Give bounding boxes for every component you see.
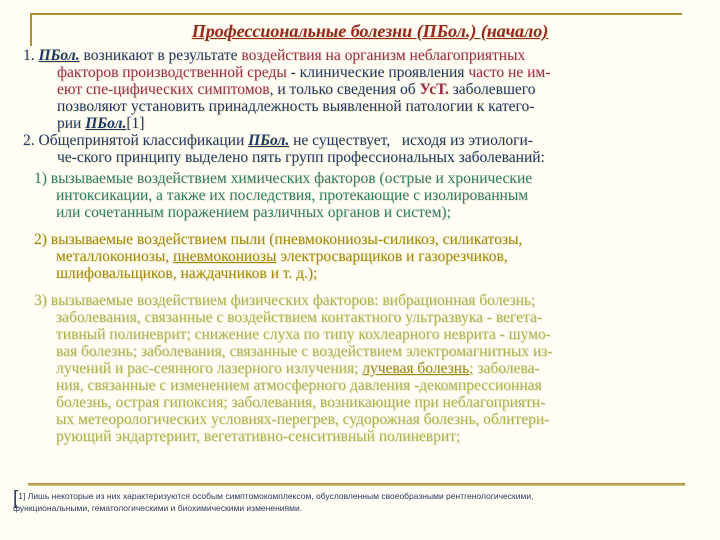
footnote-text	[13, 488, 712, 514]
text-line	[34, 170, 720, 187]
text-run: , и только сведения об	[269, 81, 420, 98]
text-line	[34, 360, 720, 377]
item-number: 3)	[34, 292, 51, 309]
list-item-3	[34, 292, 720, 445]
text-run: рии	[57, 115, 86, 132]
text-line	[23, 132, 720, 149]
text-run: 2. Общепринятой классификации	[23, 132, 249, 149]
slide-title: Профессиональные болезни (ПБол.) (начало)	[191, 21, 549, 41]
text-line	[34, 248, 720, 265]
text-line	[23, 98, 720, 115]
text-run: шлифовальщиков, наждачников и т. д.);	[56, 265, 318, 282]
text-line	[13, 503, 712, 514]
list-item-1	[34, 170, 720, 221]
text-line	[23, 81, 720, 98]
text-run: функциональными, гематологическими и биохимическими изменениями.	[13, 503, 303, 513]
text-run: - клинические проявления	[286, 64, 469, 81]
text-run: Лишь некоторые из них характеризуются особым симптомокомплексом, обусловленным своеобразными рентгенологическими,	[27, 491, 534, 501]
text-line	[23, 64, 720, 81]
para-1	[23, 47, 720, 132]
term-pbol: ПБол.	[248, 132, 290, 149]
text-run: 1.	[23, 47, 39, 64]
footnote-number: 1]	[18, 491, 28, 501]
text-line	[23, 149, 720, 166]
text-run: не существует, исходя из этиологи-	[289, 132, 533, 149]
footnote	[13, 488, 712, 514]
text-run: электросварщиков и газорезчиков,	[276, 248, 508, 265]
text-run: ых метеорологических условиях-перегрев, судорожная болезнь, облитери-	[56, 411, 550, 428]
text-line	[34, 394, 720, 411]
list-item-2	[34, 231, 720, 282]
frame-top-border	[30, 13, 682, 15]
text-line	[34, 343, 720, 360]
text-line	[34, 326, 720, 343]
text-run: вызываемые воздействием химических факторов (острые и хронические	[50, 170, 533, 187]
text-line	[23, 115, 720, 132]
term-pbol: ПБол.	[85, 115, 127, 132]
text-run: лучений и рас-сеянного лазерного излучения;	[56, 360, 363, 377]
text-line	[34, 411, 720, 428]
text-run: вая болезнь; заболевания, связанные с воздействием электромагнитных из-	[56, 343, 553, 360]
term-pbol: ПБол.	[38, 47, 80, 64]
text-run: воздействия на организм неблагоприятных	[241, 47, 526, 64]
text-line	[23, 47, 720, 64]
text-run: возникают в результате	[79, 47, 242, 64]
text-line	[34, 428, 720, 445]
text-run: че-ского принципу выделено пять групп профессиональных заболеваний:	[57, 149, 545, 166]
text-run: рующий эндартериит, вегетативно-сенситивный полиневрит;	[56, 428, 461, 445]
text-run: болезнь, острая гипоксия; заболевания, возникающие при неблагоприятн-	[56, 394, 546, 411]
text-line	[34, 309, 720, 326]
term-luchevaya-bolezn: лучевая болезнь	[362, 360, 470, 377]
text-run: часто не им-	[468, 64, 551, 81]
text-run: тивный полиневрит; снижение слуха по типу кохлеарного неврита - шумо-	[56, 326, 551, 343]
text-run: еют спе-цифических симптомов	[57, 81, 270, 98]
text-run: позволяют установить принадлежность выявленной патологии к катего-	[57, 98, 535, 115]
text-line	[34, 377, 720, 394]
footnote-bracket: [	[13, 488, 19, 509]
text-run: заболевания, связанные с воздействием контактного ультразвука - вегета-	[56, 309, 542, 326]
text-run: вызываемые воздействием пыли (пневмокониозы-силикоз, силикатозы,	[50, 231, 523, 248]
text-line	[34, 265, 720, 282]
frame-left-border	[30, 13, 32, 46]
footnote-ref: [1]	[126, 115, 145, 132]
text-line	[34, 187, 720, 204]
term-ust: УсТ.	[419, 81, 449, 98]
text-run: факторов производственной среды	[57, 64, 287, 81]
text-run: ния, связанные с изменением атмосферного давления -декомпрессионная	[56, 377, 542, 394]
text-line	[34, 292, 720, 309]
item-number: 1)	[34, 170, 51, 187]
item-number: 2)	[34, 231, 51, 248]
text-run: заболевшего	[448, 81, 536, 98]
text-run: металлокониозы,	[56, 248, 174, 265]
text-run: интоксикации, а также их последствия, протекающие с изолированным	[56, 187, 529, 204]
text-line	[34, 231, 720, 248]
slide-body	[0, 47, 720, 445]
term-pnevmokoniozy: пневмокониозы	[173, 248, 277, 265]
text-run: ; заболева-	[469, 360, 540, 377]
para-2	[23, 132, 720, 166]
text-run: или сочетанным поражением различных органов и систем);	[56, 204, 451, 221]
footnote-separator	[28, 483, 685, 486]
text-run: вызываемые воздействием физических факторов: вибрационная болезнь;	[50, 292, 536, 309]
text-line	[34, 204, 720, 221]
